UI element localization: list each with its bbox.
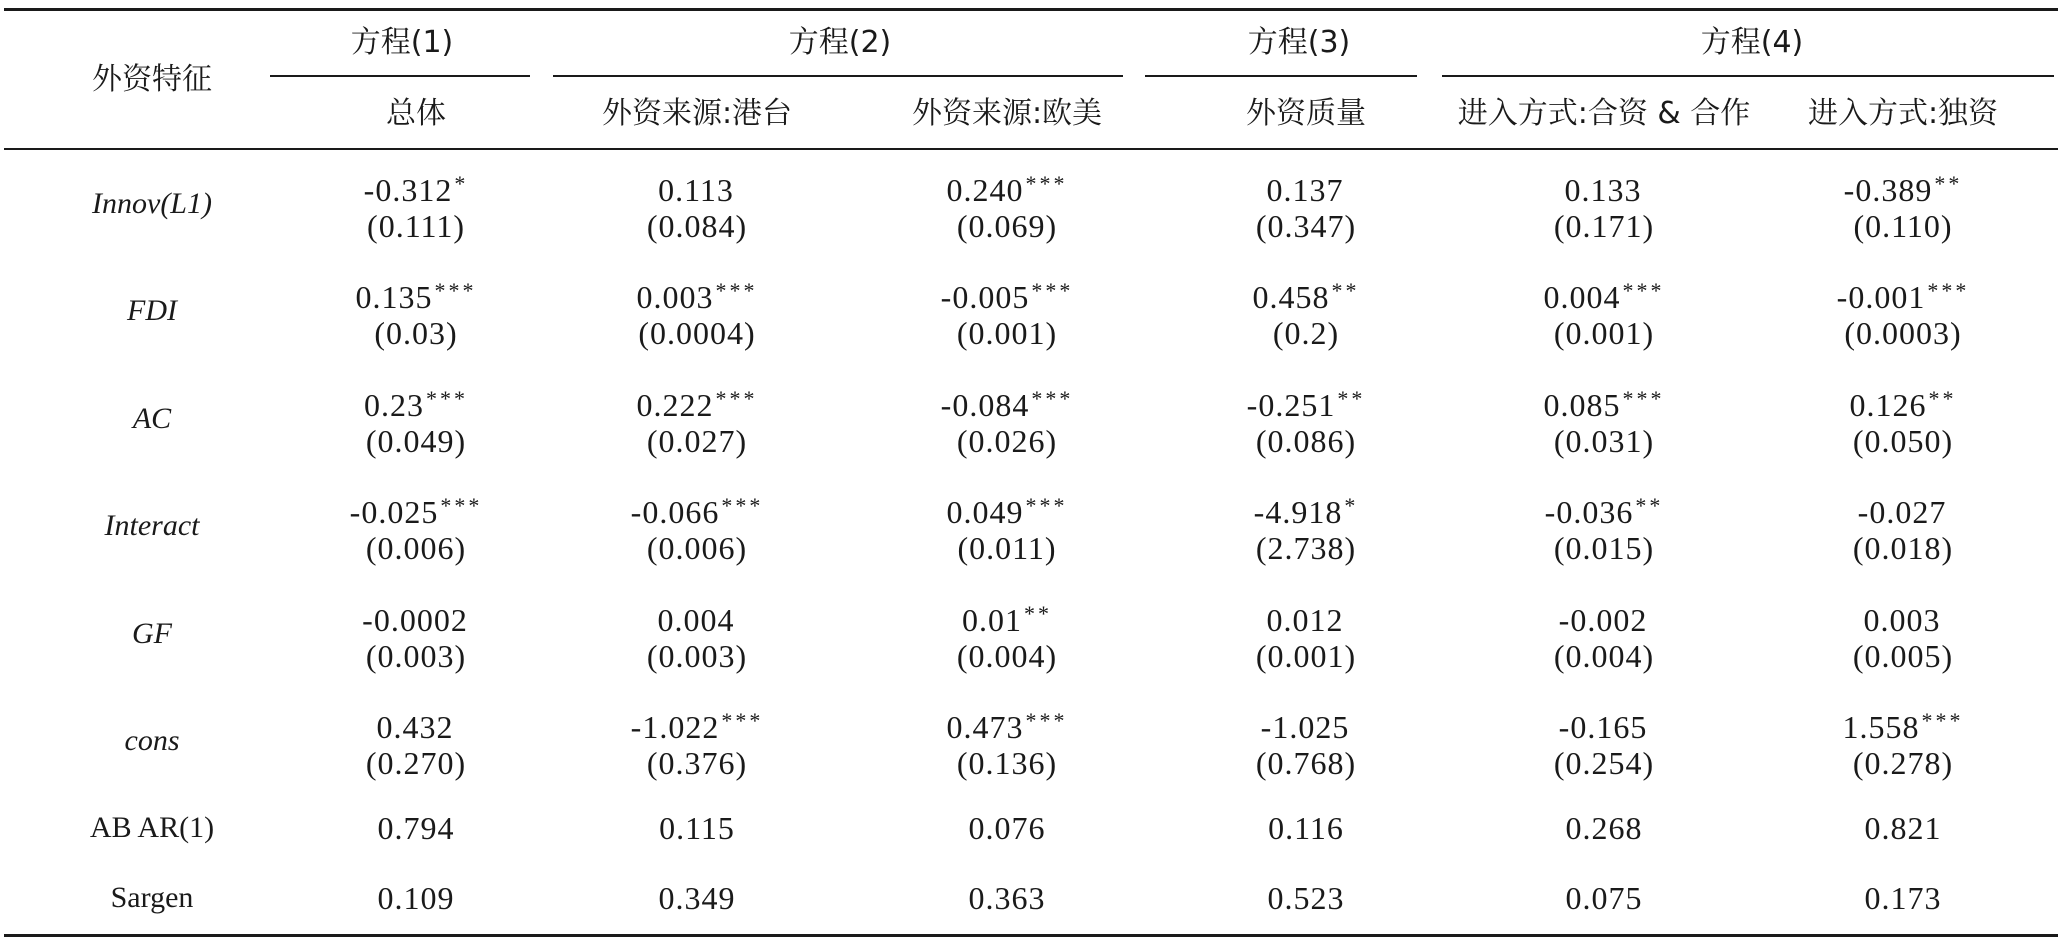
equation-header: 方程(2)	[788, 25, 892, 60]
coefficient	[1267, 166, 1346, 208]
standard-error: (0.005)	[1852, 638, 1954, 674]
equation-header: 方程(3)	[1247, 25, 1351, 60]
coefficient-value: -0.0002	[362, 602, 468, 638]
significance-stars: ***	[1025, 493, 1068, 518]
coefficient-value: -0.084	[940, 387, 1030, 423]
coefficient	[1247, 381, 1366, 423]
equation-header: 方程(4)	[1700, 25, 1804, 60]
significance-stars: **	[1024, 601, 1052, 626]
coefficient-value: 0.004	[657, 602, 735, 638]
coefficient	[1559, 596, 1650, 638]
coefficient-value: -0.005	[940, 279, 1030, 315]
coefficient-value: 0.012	[1266, 602, 1344, 638]
coefficient	[947, 703, 1068, 745]
significance-stars: ***	[426, 386, 468, 411]
significance-stars: ***	[1921, 708, 1964, 733]
coefficient	[637, 381, 758, 423]
standard-error: (0.018)	[1852, 530, 1954, 566]
standard-error: (0.031)	[1553, 423, 1655, 459]
stat-value: 0.523	[1267, 880, 1345, 916]
significance-stars: ***	[715, 386, 758, 411]
significance-stars: ***	[1025, 708, 1068, 733]
coefficient-value: 0.049	[946, 494, 1024, 530]
coefficient-value: 0.003	[636, 279, 714, 315]
coefficient-value: 0.23	[364, 387, 424, 423]
standard-error: (0.254)	[1553, 745, 1655, 781]
significance-stars: ***	[1031, 278, 1074, 303]
stat-value: 0.349	[658, 880, 736, 916]
stat-value: 0.116	[1268, 810, 1344, 846]
coefficient-value: -4.918	[1253, 494, 1343, 530]
coefficient	[1858, 488, 1949, 530]
coefficient-value: -0.251	[1246, 387, 1336, 423]
coefficient-value: -0.002	[1558, 602, 1648, 638]
significance-stars: **	[1934, 171, 1963, 196]
significance-stars: **	[1635, 493, 1664, 518]
standard-error: (0.004)	[956, 638, 1058, 674]
standard-error: (0.2)	[1272, 315, 1340, 351]
standard-error: (0.001)	[1255, 638, 1357, 674]
standard-error: (0.026)	[956, 423, 1058, 459]
standard-error: (0.001)	[1553, 315, 1655, 351]
coefficient	[631, 488, 764, 530]
coefficient	[1565, 166, 1644, 208]
standard-error: (0.278)	[1852, 745, 1954, 781]
significance-stars: **	[1928, 386, 1957, 411]
coefficient	[658, 596, 737, 638]
coefficient	[1837, 273, 1970, 315]
coefficient-value: 0.003	[1863, 602, 1941, 638]
stat-value: 0.075	[1565, 880, 1643, 916]
coefficient	[364, 166, 469, 208]
standard-error: (0.111)	[367, 208, 465, 244]
stat-label: AB AR(1)	[89, 811, 215, 844]
standard-error: (0.011)	[957, 530, 1057, 566]
coefficient-value: -0.025	[349, 494, 439, 530]
coefficient	[1864, 596, 1943, 638]
significance-stars: *	[454, 171, 469, 196]
standard-error: (0.006)	[646, 530, 748, 566]
stat-value: 0.109	[377, 880, 455, 916]
standard-error: (0.001)	[956, 315, 1058, 351]
standard-error: (0.015)	[1553, 530, 1655, 566]
coefficient	[1253, 273, 1360, 315]
coefficient-value: -0.001	[1836, 279, 1926, 315]
standard-error: (0.069)	[956, 208, 1058, 244]
standard-error: (0.270)	[365, 745, 467, 781]
coefficient	[350, 488, 483, 530]
significance-stars: ***	[721, 708, 764, 733]
standard-error: (0.050)	[1852, 423, 1954, 459]
stat-value: 0.173	[1864, 880, 1942, 916]
significance-stars: ***	[434, 278, 477, 303]
coefficient	[356, 273, 477, 315]
coefficient	[637, 273, 758, 315]
coefficient	[364, 381, 468, 423]
column-subheader: 外资质量	[1246, 96, 1366, 131]
coefficient-value: -0.027	[1857, 494, 1947, 530]
table-top-rule	[4, 8, 2058, 11]
equation-header: 方程(1)	[350, 25, 454, 60]
stat-value: 0.076	[968, 810, 1046, 846]
standard-error: (2.738)	[1255, 530, 1357, 566]
stat-value: 0.115	[659, 810, 735, 846]
coefficient-value: 0.004	[1543, 279, 1621, 315]
significance-stars: ***	[1025, 171, 1068, 196]
standard-error: (0.086)	[1255, 423, 1357, 459]
standard-error: (0.347)	[1255, 208, 1357, 244]
standard-error: (0.003)	[365, 638, 467, 674]
significance-stars: **	[1337, 386, 1366, 411]
significance-stars: ***	[1031, 386, 1074, 411]
coefficient	[941, 273, 1074, 315]
column-subheader: 外资来源:欧美	[911, 96, 1103, 131]
coefficient-value: -0.066	[630, 494, 720, 530]
standard-error: (0.171)	[1553, 208, 1655, 244]
coefficient-value: 0.113	[658, 172, 734, 208]
row-label: AC	[132, 402, 172, 435]
coefficient	[947, 166, 1068, 208]
standard-error: (0.027)	[646, 423, 748, 459]
coefficient	[1843, 703, 1964, 745]
stat-value: 0.268	[1565, 810, 1643, 846]
coefficient	[362, 596, 470, 638]
row-label: GF	[132, 617, 172, 650]
coefficient-value: 0.085	[1543, 387, 1621, 423]
significance-stars: *	[1344, 493, 1359, 518]
coefficient-value: 0.222	[636, 387, 714, 423]
column-subheader: 进入方式:独资	[1807, 96, 1999, 131]
column-subheader: 外资来源:港台	[601, 96, 793, 131]
coefficient	[1544, 381, 1665, 423]
row-label: Innov(L1)	[92, 187, 212, 220]
coefficient-value: 0.458	[1252, 279, 1330, 315]
standard-error: (0.0003)	[1844, 315, 1962, 351]
coefficient	[947, 488, 1068, 530]
equation-2-underline	[553, 75, 1123, 77]
significance-stars: ***	[440, 493, 483, 518]
coefficient-value: 0.135	[355, 279, 433, 315]
header-bottom-rule	[4, 148, 2058, 150]
stat-value: 0.794	[377, 810, 455, 846]
coefficient-value: 1.558	[1842, 709, 1920, 745]
significance-stars: **	[1331, 278, 1360, 303]
coefficient	[1545, 488, 1664, 530]
coefficient	[1844, 166, 1963, 208]
coefficient	[377, 703, 456, 745]
coefficient-value: 0.133	[1564, 172, 1642, 208]
coefficient	[962, 596, 1052, 638]
row-label: Interact	[104, 509, 200, 542]
coefficient-value: -1.022	[630, 709, 720, 745]
table-bottom-rule	[4, 934, 2058, 937]
stat-label: Sargen	[110, 881, 194, 914]
standard-error: (0.03)	[374, 315, 458, 351]
coefficient	[1850, 381, 1957, 423]
significance-stars: ***	[1927, 278, 1970, 303]
coefficient	[1267, 596, 1346, 638]
coefficient	[1261, 703, 1352, 745]
coefficient-value: 0.126	[1849, 387, 1927, 423]
column-subheader: 总体	[386, 96, 446, 131]
standard-error: (0.136)	[956, 745, 1058, 781]
significance-stars: ***	[1622, 386, 1665, 411]
standard-error: (0.768)	[1255, 745, 1357, 781]
significance-stars: ***	[1622, 278, 1665, 303]
standard-error: (0.049)	[365, 423, 467, 459]
stat-value: 0.821	[1864, 810, 1942, 846]
coefficient-value: -0.312	[363, 172, 453, 208]
coefficient-value: -0.389	[1843, 172, 1933, 208]
standard-error: (0.084)	[646, 208, 748, 244]
significance-stars: ***	[721, 493, 764, 518]
standard-error: (0.003)	[646, 638, 748, 674]
standard-error: (0.376)	[646, 745, 748, 781]
row-label: cons	[124, 724, 180, 757]
coefficient-value: -0.165	[1558, 709, 1648, 745]
coefficient	[941, 381, 1074, 423]
coefficient-value: 0.432	[376, 709, 454, 745]
standard-error: (0.006)	[365, 530, 467, 566]
corner-label: 外资特征	[92, 62, 212, 97]
coefficient-value: 0.473	[946, 709, 1024, 745]
coefficient	[1544, 273, 1665, 315]
coefficient	[1254, 488, 1359, 530]
column-subheader: 进入方式:合资 & 合作	[1457, 96, 1751, 131]
equation-3-underline	[1145, 75, 1417, 77]
coefficient-value: 0.137	[1266, 172, 1344, 208]
coefficient	[631, 703, 764, 745]
equation-1-underline	[270, 75, 530, 77]
standard-error: (0.0004)	[638, 315, 756, 351]
significance-stars: ***	[715, 278, 758, 303]
coefficient-value: -0.036	[1544, 494, 1634, 530]
coefficient-value: -1.025	[1260, 709, 1350, 745]
standard-error: (0.110)	[1853, 208, 1953, 244]
stat-value: 0.363	[968, 880, 1046, 916]
coefficient	[1559, 703, 1650, 745]
standard-error: (0.004)	[1553, 638, 1655, 674]
coefficient-value: 0.240	[946, 172, 1024, 208]
equation-4-underline	[1442, 75, 2054, 77]
row-label: FDI	[127, 294, 177, 327]
coefficient-value: 0.01	[962, 602, 1022, 638]
coefficient	[658, 166, 736, 208]
